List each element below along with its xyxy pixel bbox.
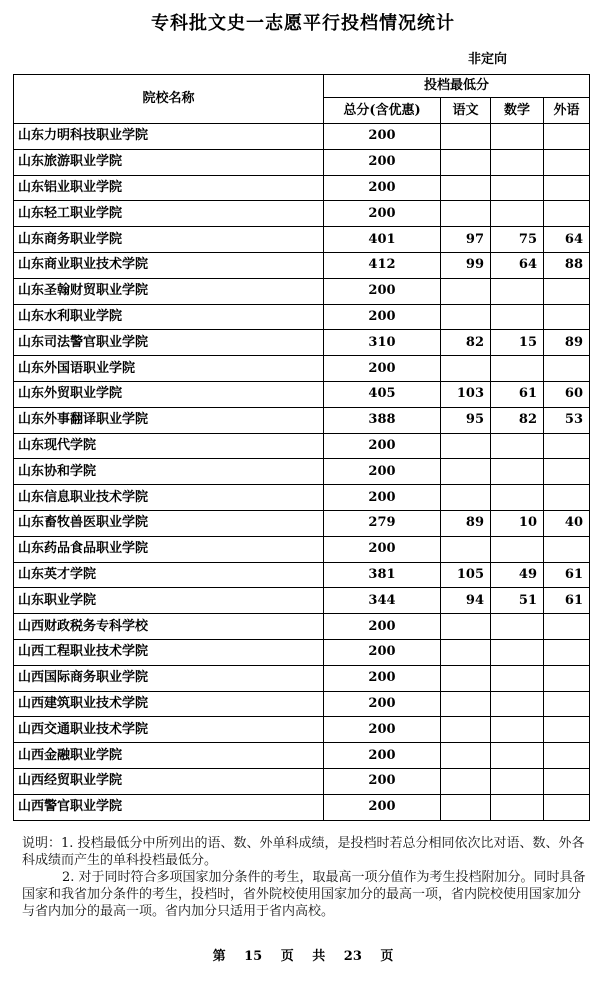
chinese-score-cell — [441, 356, 491, 382]
chinese-score-cell — [441, 536, 491, 562]
school-name-cell: 山东现代学院 — [14, 433, 324, 459]
math-score-cell — [491, 691, 544, 717]
notes-section — [22, 835, 590, 920]
total-score-cell: 200 — [324, 124, 441, 150]
table-row — [14, 743, 590, 769]
foreign-score-cell — [544, 691, 590, 717]
school-name-cell: 山东商业职业技术学院 — [14, 252, 324, 278]
school-name-cell: 山东外国语职业学院 — [14, 356, 324, 382]
chinese-score-cell — [441, 124, 491, 150]
table-row — [14, 562, 590, 588]
total-score-cell: 200 — [324, 743, 441, 769]
school-name-cell: 山东铝业职业学院 — [14, 175, 324, 201]
chinese-score-cell: 99 — [441, 252, 491, 278]
total-score-cell: 200 — [324, 536, 441, 562]
math-score-cell — [491, 614, 544, 640]
total-score-cell: 200 — [324, 665, 441, 691]
math-score-cell — [491, 433, 544, 459]
total-score-cell: 344 — [324, 588, 441, 614]
foreign-score-cell: 60 — [544, 381, 590, 407]
chinese-score-cell — [441, 743, 491, 769]
total-score-cell: 200 — [324, 201, 441, 227]
total-score-cell: 200 — [324, 356, 441, 382]
school-name-cell: 山西金融职业学院 — [14, 743, 324, 769]
school-name-cell: 山东信息职业技术学院 — [14, 485, 324, 511]
foreign-score-cell: 61 — [544, 562, 590, 588]
math-score-cell — [491, 356, 544, 382]
page-title: 专科批文史一志愿平行投档情况统计 — [151, 13, 455, 34]
admission-stats-table — [13, 74, 590, 821]
foreign-score-cell: 61 — [544, 588, 590, 614]
chinese-score-cell: 94 — [441, 588, 491, 614]
chinese-score-cell — [441, 175, 491, 201]
total-score-cell: 200 — [324, 433, 441, 459]
total-score-cell: 200 — [324, 768, 441, 794]
math-score-cell — [491, 459, 544, 485]
chinese-score-cell — [441, 278, 491, 304]
math-score-cell: 61 — [491, 381, 544, 407]
chinese-score-cell — [441, 768, 491, 794]
total-score-cell: 200 — [324, 485, 441, 511]
total-score-cell: 381 — [324, 562, 441, 588]
table-row — [14, 201, 590, 227]
math-score-cell — [491, 124, 544, 150]
school-name-cell: 山东协和学院 — [14, 459, 324, 485]
math-score-cell — [491, 768, 544, 794]
math-score-cell: 82 — [491, 407, 544, 433]
foreign-score-cell — [544, 614, 590, 640]
foreign-score-cell: 53 — [544, 407, 590, 433]
school-name-cell: 山东力明科技职业学院 — [14, 124, 324, 150]
total-score-cell: 200 — [324, 691, 441, 717]
chinese-score-cell — [441, 459, 491, 485]
math-score-cell — [491, 717, 544, 743]
school-name-cell: 山东畜牧兽医职业学院 — [14, 510, 324, 536]
total-score-cell: 200 — [324, 639, 441, 665]
school-name-cell: 山西交通职业技术学院 — [14, 717, 324, 743]
chinese-score-cell — [441, 149, 491, 175]
school-name-cell: 山东圣翰财贸职业学院 — [14, 278, 324, 304]
header-chinese: 语文 — [441, 98, 491, 124]
math-score-cell — [491, 665, 544, 691]
foreign-score-cell — [544, 717, 590, 743]
note-2: 2. 对于同时符合多项国家加分条件的考生，取最高一项分值作为考生投档附加分。同时具备国家和我省加分条件的考生，投档时，省外院校使用国家加分的最高一项，省内院校使用国家加分与省内加分的最高一项。省内加分只适用于省内高校。 — [22, 870, 586, 919]
table-row — [14, 330, 590, 356]
math-score-cell — [491, 536, 544, 562]
chinese-score-cell — [441, 794, 491, 820]
table-row — [14, 459, 590, 485]
foreign-score-cell — [544, 149, 590, 175]
school-name-cell: 山东外事翻译职业学院 — [14, 407, 324, 433]
total-score-cell: 200 — [324, 459, 441, 485]
table-row — [14, 588, 590, 614]
foreign-score-cell — [544, 665, 590, 691]
chinese-score-cell — [441, 639, 491, 665]
total-score-cell: 200 — [324, 614, 441, 640]
chinese-score-cell — [441, 691, 491, 717]
foreign-score-cell — [544, 485, 590, 511]
school-name-cell: 山西工程职业技术学院 — [14, 639, 324, 665]
school-name-cell: 山东药品食品职业学院 — [14, 536, 324, 562]
table-row — [14, 768, 590, 794]
math-score-cell — [491, 149, 544, 175]
table-row — [14, 665, 590, 691]
school-name-cell: 山西建筑职业技术学院 — [14, 691, 324, 717]
math-score-cell: 10 — [491, 510, 544, 536]
foreign-score-cell: 88 — [544, 252, 590, 278]
table-row — [14, 381, 590, 407]
foreign-score-cell — [544, 278, 590, 304]
table-row — [14, 252, 590, 278]
school-name-cell: 山东司法警官职业学院 — [14, 330, 324, 356]
math-score-cell — [491, 278, 544, 304]
foreign-score-cell — [544, 536, 590, 562]
chinese-score-cell: 82 — [441, 330, 491, 356]
total-score-cell: 388 — [324, 407, 441, 433]
school-name-cell: 山西经贸职业学院 — [14, 768, 324, 794]
foreign-score-cell — [544, 459, 590, 485]
header-math: 数学 — [491, 98, 544, 124]
school-name-cell: 山东旅游职业学院 — [14, 149, 324, 175]
note-1: 说明：1. 投档最低分中所列出的语、数、外单科成绩，是投档时若总分相同依次比对语、数、外各科成绩而产生的单科投档最低分。 — [22, 836, 585, 868]
math-score-cell: 51 — [491, 588, 544, 614]
math-score-cell: 49 — [491, 562, 544, 588]
total-score-cell: 412 — [324, 252, 441, 278]
table-row — [14, 485, 590, 511]
chinese-score-cell: 105 — [441, 562, 491, 588]
header-foreign: 外语 — [544, 98, 590, 124]
math-score-cell: 15 — [491, 330, 544, 356]
foreign-score-cell: 64 — [544, 227, 590, 253]
total-score-cell: 200 — [324, 794, 441, 820]
foreign-score-cell — [544, 356, 590, 382]
header-min-score-group: 投档最低分 — [324, 75, 590, 98]
math-score-cell: 75 — [491, 227, 544, 253]
chinese-score-cell: 103 — [441, 381, 491, 407]
page-number-footer: 第 15 页 共 23 页 — [212, 949, 394, 964]
math-score-cell — [491, 639, 544, 665]
table-row — [14, 149, 590, 175]
total-score-cell: 200 — [324, 717, 441, 743]
total-score-cell: 200 — [324, 304, 441, 330]
total-score-cell: 279 — [324, 510, 441, 536]
subtitle-non-directed: 非定向 — [468, 52, 508, 67]
chinese-score-cell — [441, 433, 491, 459]
total-score-cell: 200 — [324, 278, 441, 304]
table-body — [14, 124, 590, 821]
table-row — [14, 278, 590, 304]
math-score-cell: 64 — [491, 252, 544, 278]
math-score-cell — [491, 175, 544, 201]
total-score-cell: 310 — [324, 330, 441, 356]
chinese-score-cell — [441, 201, 491, 227]
table-row — [14, 794, 590, 820]
chinese-score-cell: 97 — [441, 227, 491, 253]
chinese-score-cell — [441, 304, 491, 330]
school-name-cell: 山东商务职业学院 — [14, 227, 324, 253]
chinese-score-cell — [441, 485, 491, 511]
table-row — [14, 536, 590, 562]
math-score-cell — [491, 485, 544, 511]
header-total: 总分(含优惠) — [324, 98, 441, 124]
table-row — [14, 356, 590, 382]
math-score-cell — [491, 304, 544, 330]
school-name-cell: 山西财政税务专科学校 — [14, 614, 324, 640]
math-score-cell — [491, 201, 544, 227]
table-row — [14, 433, 590, 459]
math-score-cell — [491, 743, 544, 769]
total-score-cell: 405 — [324, 381, 441, 407]
foreign-score-cell — [544, 175, 590, 201]
foreign-score-cell — [544, 768, 590, 794]
foreign-score-cell — [544, 124, 590, 150]
table-row — [14, 304, 590, 330]
foreign-score-cell — [544, 304, 590, 330]
foreign-score-cell — [544, 639, 590, 665]
chinese-score-cell: 89 — [441, 510, 491, 536]
foreign-score-cell: 89 — [544, 330, 590, 356]
table-row — [14, 639, 590, 665]
table-row — [14, 407, 590, 433]
total-score-cell: 200 — [324, 175, 441, 201]
chinese-score-cell: 95 — [441, 407, 491, 433]
table-row — [14, 227, 590, 253]
total-score-cell: 200 — [324, 149, 441, 175]
chinese-score-cell — [441, 717, 491, 743]
foreign-score-cell — [544, 794, 590, 820]
foreign-score-cell — [544, 743, 590, 769]
table-row — [14, 691, 590, 717]
chinese-score-cell — [441, 614, 491, 640]
school-name-cell: 山东英才学院 — [14, 562, 324, 588]
school-name-cell: 山西国际商务职业学院 — [14, 665, 324, 691]
table-row — [14, 614, 590, 640]
table-row — [14, 175, 590, 201]
foreign-score-cell — [544, 433, 590, 459]
chinese-score-cell — [441, 665, 491, 691]
header-school-name: 院校名称 — [14, 75, 324, 124]
school-name-cell: 山西警官职业学院 — [14, 794, 324, 820]
school-name-cell: 山东水利职业学院 — [14, 304, 324, 330]
school-name-cell: 山东轻工职业学院 — [14, 201, 324, 227]
table-row — [14, 510, 590, 536]
foreign-score-cell — [544, 201, 590, 227]
table-row — [14, 124, 590, 150]
school-name-cell: 山东外贸职业学院 — [14, 381, 324, 407]
total-score-cell: 401 — [324, 227, 441, 253]
math-score-cell — [491, 794, 544, 820]
school-name-cell: 山东职业学院 — [14, 588, 324, 614]
foreign-score-cell: 40 — [544, 510, 590, 536]
table-row — [14, 717, 590, 743]
